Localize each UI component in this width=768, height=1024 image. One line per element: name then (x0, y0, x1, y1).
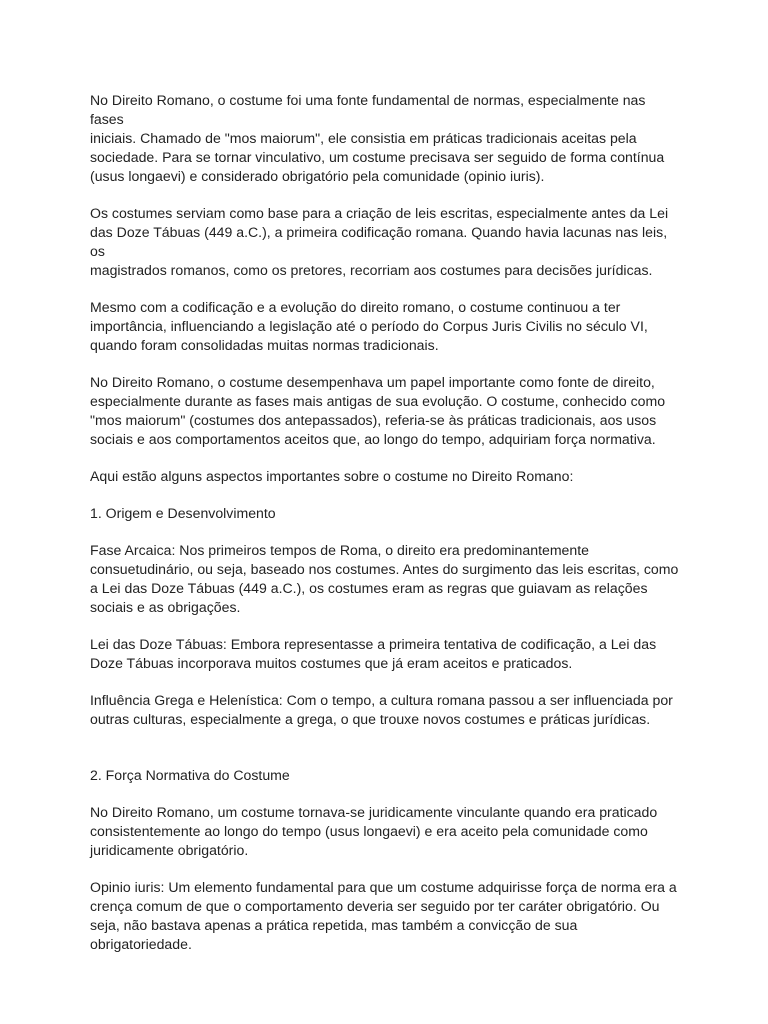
paragraph-2: Os costumes serviam como base para a criação de leis escritas, especialmente antes da Lei das Doze Tábuas (449 a.C.), a primeira codificação romana. Quando havia lacunas nas leis, os magistrados romanos, como os pretores, recorriam aos costumes para decisões jurídicas. (90, 205, 669, 278)
paragraph-4: No Direito Romano, o costume desempenhava um papel importante como fonte de direito, especialmente durante as fases mais antigas de sua evolução. O costume, conhecido como "mos maiorum" (costumes dos antepassados), referia-se às práticas tradicionais, aos usos sociais e aos comportamentos aceitos que, ao longo do tempo, adquiriam força normativa. (90, 374, 666, 447)
paragraph-7: Lei das Doze Tábuas: Embora representasse a primeira tentativa de codificação, a Lei das Doze Tábuas incorporava muitos costumes que já eram aceitos e praticados. (90, 636, 657, 671)
paragraph-1: No Direito Romano, o costume foi uma fonte fundamental de normas, especialmente nas fases iniciais. Chamado de "mos maiorum", ele consistia em práticas tradicionais aceitas pela sociedade. Para se tornar vinculativo, um costume precisava ser seguido de forma contínua (usus longaevi) e considerado obrigatório pela comunidade (opinio iuris). (90, 92, 665, 184)
section-heading-2: 2. Força Normativa do Costume (90, 767, 290, 783)
paragraph-10: Opinio iuris: Um elemento fundamental para que um costume adquirisse força de norma era a crença comum de que o comportamento deveria ser seguido por ter caráter obrigatório. Ou seja, não bastava apenas a prática repetida, mas também a convicção de sua obrigatoriedade. (90, 879, 677, 952)
paragraph-6: Fase Arcaica: Nos primeiros tempos de Roma, o direito era predominantemente consuetudinário, ou seja, baseado nos costumes. Antes do surgimento das leis escritas, como a Lei das Doze Tábuas (449 a.C.), os costumes eram as regras que guiavam as relações sociais e as obrigações. (90, 542, 679, 615)
section-heading-1: 1. Origem e Desenvolvimento (90, 505, 276, 521)
paragraph-3: Mesmo com a codificação e a evolução do direito romano, o costume continuou a ter importância, influenciando a legislação até o período do Corpus Juris Civilis no século VI, quando foram consolidadas muitas normas tradicionais. (90, 299, 648, 353)
paragraph-5: Aqui estão alguns aspectos importantes sobre o costume no Direito Romano: (90, 468, 574, 484)
paragraph-8: Influência Grega e Helenística: Com o tempo, a cultura romana passou a ser influenciada por outras culturas, especialmente a grega, o que trouxe novos costumes e práticas jurídicas. (90, 692, 673, 727)
paragraph-9: No Direito Romano, um costume tornava-se juridicamente vinculante quando era praticado consistentemente ao longo do tempo (usus longaevi) e era aceito pela comunidade como juridicamente obrigatório. (90, 804, 658, 858)
document-body (90, 91, 680, 954)
